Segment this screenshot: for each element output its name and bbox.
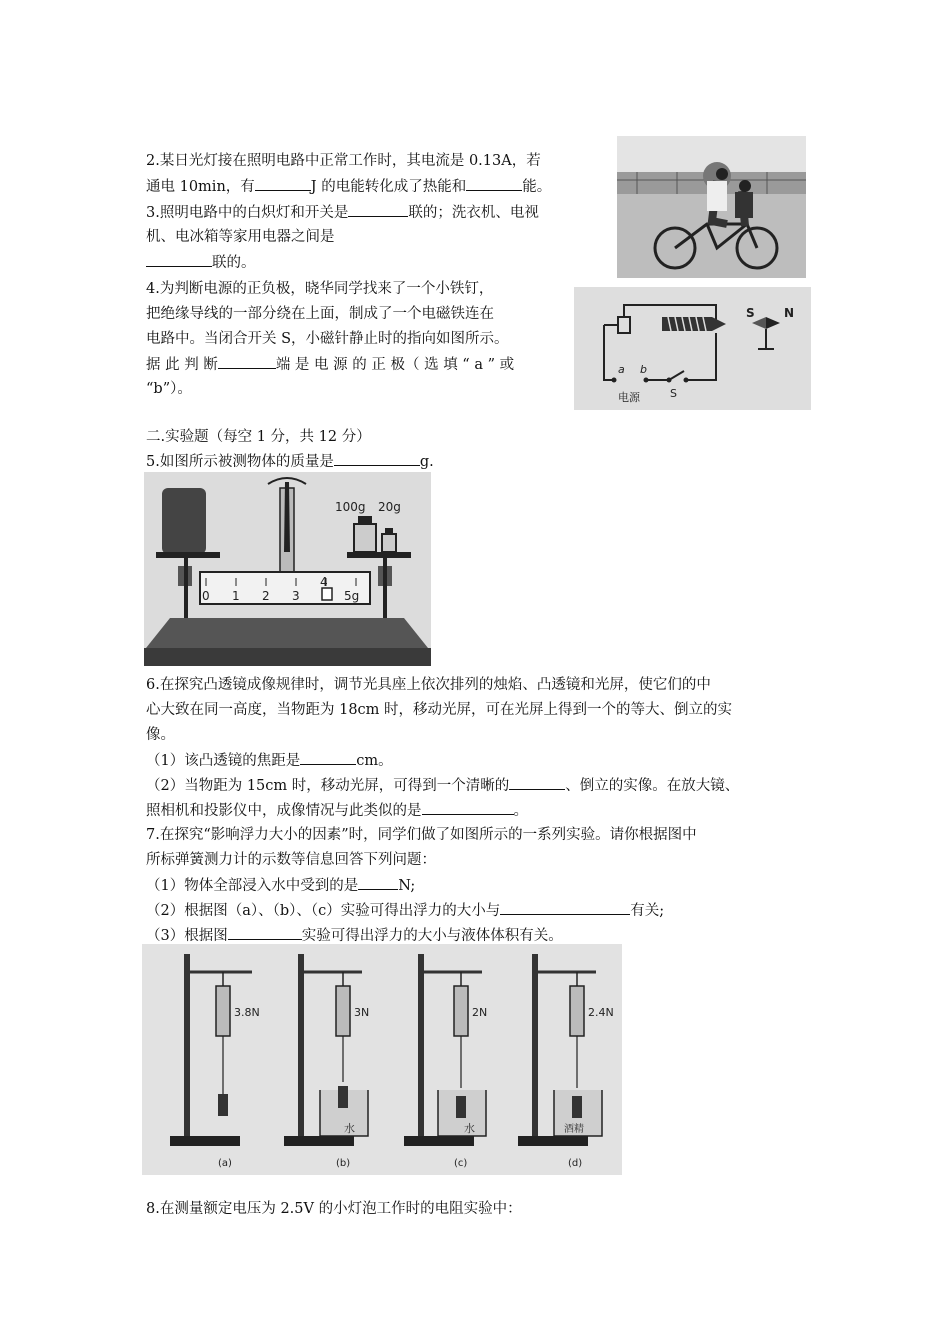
- liquid-b: 水: [344, 1122, 355, 1135]
- q6-line-1: 6.在探究凸透镜成像规律时，调节光具座上依次排列的烛焰、凸透镜和光屏，使它们的中: [146, 677, 711, 693]
- electromagnet-circuit-figure: [574, 287, 811, 410]
- power-source-label: 电源: [618, 391, 640, 404]
- scale-tick-2: 2: [262, 589, 270, 603]
- q4-line-1: 4.为判断电源的正负极，晓华同学找来了一个小铁钉，: [146, 281, 494, 297]
- q7-line-1: 7.在探究“影响浮力大小的因素”时，同学们做了如图所示的一系列实验。请你根据图中: [146, 827, 697, 843]
- terminal-b-label: b: [640, 363, 647, 376]
- switch-label: S: [670, 387, 677, 400]
- balance-figure: [144, 472, 431, 666]
- q6-line-3: 像。: [146, 727, 175, 743]
- scale-tick-4: 4: [320, 575, 328, 589]
- caption-c: (c): [454, 1158, 468, 1169]
- weight-100g-label: 100g: [335, 500, 366, 514]
- reading-d: 2.4N: [588, 1006, 614, 1019]
- panel-c: [404, 954, 487, 1169]
- q5-text: 5.如图所示被测物体的质量是 g.: [146, 451, 434, 472]
- q3-line-1: 3.照明电路中的白炽灯和开关是 联的；洗衣机、电视: [146, 202, 539, 223]
- liquid-d: 酒精: [564, 1124, 584, 1135]
- scale-tick-3: 3: [292, 589, 300, 603]
- scale-tick-0: 0: [202, 589, 210, 603]
- q8-text: 8.在测量额定电压为 2.5V 的小灯泡工作时的电阻实验中：: [146, 1201, 522, 1217]
- s-pole-label: S: [746, 306, 755, 320]
- answer-blank[interactable]: [466, 176, 522, 191]
- caption-b: (b): [336, 1158, 351, 1169]
- reading-a: 3.8N: [234, 1006, 260, 1019]
- q6-line-2: 心大致在同一高度，当物距为 18cm 时，移动光屏，可在光屏上得到一个的等大、倒立的实: [146, 702, 733, 718]
- bicycle-photo: [617, 136, 806, 278]
- answer-blank[interactable]: [218, 354, 276, 369]
- caption-a: (a): [218, 1158, 232, 1169]
- answer-blank[interactable]: [255, 176, 311, 191]
- caption-d: (d): [568, 1158, 583, 1169]
- answer-blank[interactable]: [300, 750, 356, 765]
- q6-sub-1: （1）该凸透镜的焦距是 cm。: [146, 750, 393, 771]
- q6-sub-2: （2）当物距为 15cm 时，移动光屏，可得到一个清晰的 、倒立的实像。在放大镜、: [146, 775, 739, 796]
- q4-line-4: 据 此 判 断 端 是 电 源 的 正 极（ 选 填 “ a ” 或: [146, 354, 514, 375]
- answer-blank[interactable]: [146, 252, 212, 267]
- panel-d: [518, 954, 614, 1169]
- scale-tick-1: 1: [232, 589, 240, 603]
- answer-blank[interactable]: [358, 875, 398, 890]
- q3-line-3: 联的。: [146, 252, 256, 273]
- reading-b: 3N: [354, 1006, 370, 1019]
- reading-c: 2N: [472, 1006, 488, 1019]
- answer-blank[interactable]: [509, 775, 565, 790]
- answer-blank[interactable]: [422, 800, 514, 815]
- q4-line-5: “b”）。: [146, 381, 192, 397]
- q7-sub-1: （1）物体全部浸入水中受到的是 N;: [146, 875, 415, 896]
- liquid-c: 水: [464, 1122, 475, 1135]
- n-pole-label: N: [784, 306, 795, 320]
- panel-b: [284, 954, 369, 1169]
- q7-sub-2: （2）根据图（a）、（b）、（c）实验可得出浮力的大小与 有关;: [146, 900, 664, 921]
- q2-line-1: 2.某日光灯接在照明电路中正常工作时，其电流是 0.13A，若: [146, 153, 541, 169]
- answer-blank[interactable]: [348, 202, 408, 217]
- q2-line-2: 通电 10min，有 J 的电能转化成了热能和 能。: [146, 176, 551, 197]
- terminal-a-label: a: [618, 363, 625, 376]
- section-2-title: 二.实验题（每空 1 分，共 12 分）: [146, 429, 371, 445]
- answer-blank[interactable]: [334, 451, 420, 466]
- weight-20g-label: 20g: [378, 500, 401, 514]
- q4-line-3: 电路中。当闭合开关 S，小磁针静止时的指向如图所示。: [146, 331, 509, 347]
- buoyancy-figure: [142, 944, 622, 1175]
- q4-line-2: 把绝缘导线的一部分绕在上面，制成了一个电磁铁连在: [146, 306, 494, 322]
- answer-blank[interactable]: [228, 925, 302, 940]
- answer-blank[interactable]: [500, 900, 630, 915]
- q7-sub-3: （3）根据图 实验可得出浮力的大小与液体体积有关。: [146, 925, 563, 946]
- panel-a: [170, 954, 260, 1169]
- scale-tick-5g: 5g: [344, 589, 360, 603]
- q3-line-2: 机、电冰箱等家用电器之间是: [146, 229, 335, 245]
- q7-line-2: 所标弹簧测力计的示数等信息回答下列问题：: [146, 852, 436, 868]
- q6-sub-2-cont: 照相机和投影仪中，成像情况与此类似的是 。: [146, 800, 528, 821]
